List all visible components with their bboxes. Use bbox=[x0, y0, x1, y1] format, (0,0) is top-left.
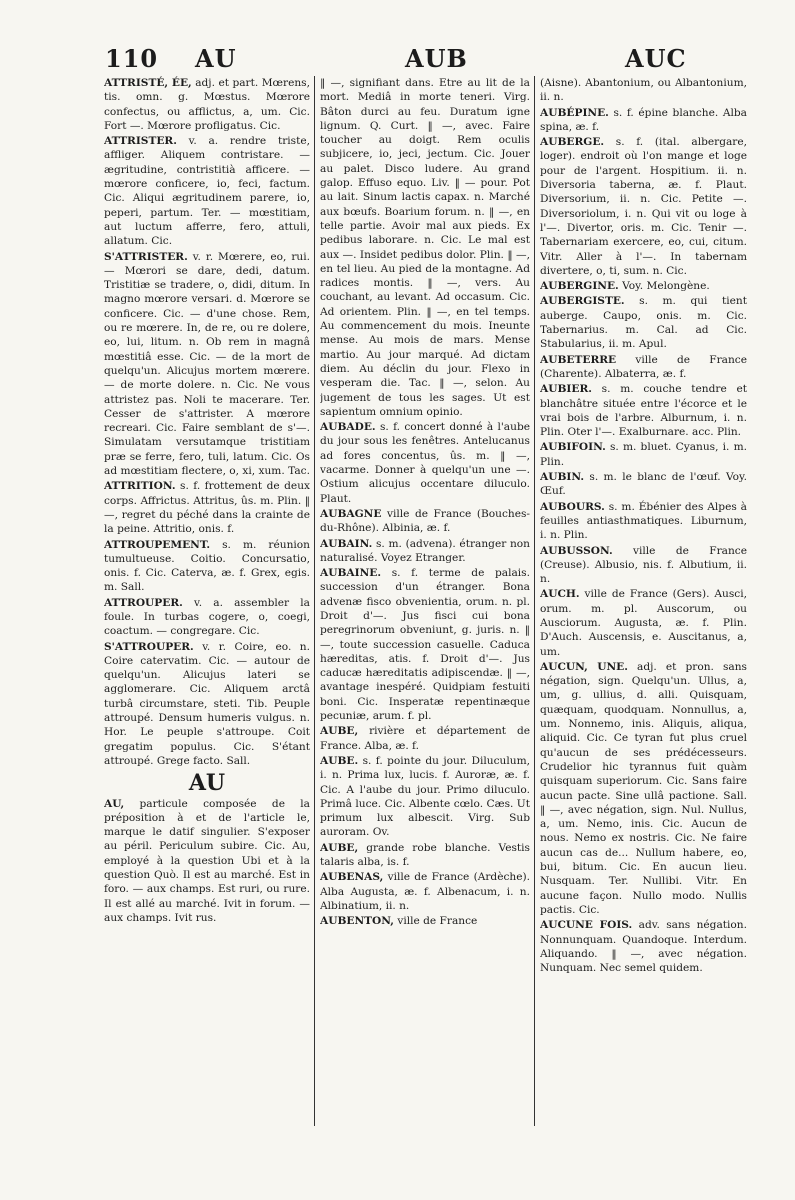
dictionary-entry bbox=[104, 797, 310, 926]
dictionary-entry bbox=[320, 566, 530, 723]
dictionary-entry bbox=[540, 500, 747, 543]
dictionary-entry bbox=[540, 587, 747, 658]
entry-definition: ville de France bbox=[393, 915, 478, 928]
entry-definition: s. m. bluet. Cyanus, i. m. Plin. bbox=[540, 441, 747, 468]
entry-definition: s. f. terme de palais. succession d'un étranger. Bona advenæ fisco obvenientia, orum. n. pl. Droit d'—. Jus fisci cui bona peregrinorum obveniunt, g. juris. n. ‖ —, toute succession casuelle. Caduca hæreditas, atis. f. Droit d'—. Jus caducæ hæreditatis adipiscendæ. ‖ —, avantage inespéré. Quidpiam festuiti boni. Cic. Insperatæ repentinæque pecuniæ, arum. f. pl. bbox=[320, 567, 530, 723]
entry-headword: ATTRITION. bbox=[104, 480, 176, 493]
entry-definition: s. m. réunion tumultueuse. Coitio. Concursatio, onis. f. Cic. Caterva, æ. f. Grex, egis. m. Sall. bbox=[104, 538, 310, 594]
entry-headword: AUBIN. bbox=[540, 471, 585, 484]
entry-headword: AUBE. bbox=[320, 754, 359, 767]
header-right-guide: AUC bbox=[625, 44, 687, 73]
entry-headword: AUBIFOIN. bbox=[540, 441, 606, 454]
entry-definition: s. f. frottement de deux corps. Affrictus. Attritus, ûs. m. Plin. ‖ —, regret du péché dans la crainte de la peine. Attritio, onis. f. bbox=[104, 480, 310, 536]
dictionary-entry bbox=[104, 479, 310, 536]
entry-definition: adj. et pron. sans négation, sign. Quelqu'un. Ullus, a, um, g. ullius, d. alli. Quisquam, quæquam, quodquam. Nonnullus, a, um. Nonnemo, inis. Aliquis, aliqua, aliquid. Cic. Ce tyran fut plus cruel qu'aucun de ses prédécesseurs. Crudelior hic tyrannus fuit quàm quisquam superiorum. Cic. Sans faire aucun pacte. Sine ullâ pactione. Sall. ‖ —, avec négation, sign. Nul. Nullus, a, um. Nemo, inis. Cic. Aucun de nous. Nemo ex nostris. Cic. Ne faire aucun cas de... Nullum habere, eo, bui, bitum. Cic. En aucun lieu. Nusquam. Ter. Nullibi. Vitr. En aucune façon. Nullo modo. Nullis pactis. Cic. bbox=[540, 660, 747, 916]
dictionary-entry bbox=[540, 660, 747, 917]
dictionary-entry bbox=[540, 544, 747, 587]
entry-definition: (Aisne). Abantonium, ou Albantonium, ii. n. bbox=[540, 77, 747, 104]
column-divider bbox=[534, 76, 535, 1126]
running-header bbox=[105, 44, 745, 74]
entry-headword: AUCH. bbox=[540, 588, 580, 601]
entry-headword: AUBE, bbox=[320, 725, 359, 738]
dictionary-entry bbox=[540, 382, 747, 439]
entry-definition: adj. et part. Mœrens, tis. omn. g. Mœstus. Mœrore confectus, ou afflictus, a, um. Cic. Fort —. Mœrore profligatus. Cic. bbox=[104, 77, 310, 132]
dictionary-entry bbox=[540, 353, 747, 382]
dictionary-entry bbox=[540, 440, 747, 469]
dictionary-entry bbox=[540, 294, 747, 351]
dictionary-entry bbox=[320, 841, 530, 870]
dictionary-entry bbox=[104, 538, 310, 595]
dictionary-entry bbox=[104, 596, 310, 639]
entry-headword: AUBERGE. bbox=[540, 136, 605, 149]
entry-definition: s. m. qui tient auberge. Caupo, onis. m. Cic. Tabernarius. m. Cal. ad Cic. Stabularius, ii. m. Apul. bbox=[540, 295, 747, 351]
entry-definition: s. f. pointe du jour. Diluculum, i. n. Prima lux, lucis. f. Auroræ, æ. f. Cic. A l'aube du jour. Primo diluculo. Primâ luce. Cic. Albente cœlo. Cæs. Ut primum lux albescit. Virg. Sub auroram. Ov. bbox=[320, 754, 530, 839]
entry-headword: AUBETERRE bbox=[540, 353, 617, 366]
entry-definition: grande robe blanche. Vestis talaris alba, is. f. bbox=[320, 841, 530, 869]
entry-definition: s. f. concert donné à l'aube du jour sous les fenêtres. Antelucanus ad fores concentus, ûs. m. ‖ —, vacarme. Donner à quelqu'un une —. Ostium alicujus occentare diluculo. Plaut. bbox=[320, 421, 530, 505]
dictionary-entry bbox=[320, 420, 530, 506]
entry-definition: v. a. assembler la foule. In turbas cogere, o, coegi, coactum. — congregare. Cic. bbox=[104, 596, 310, 638]
dictionary-entry bbox=[104, 640, 310, 769]
dictionary-entry bbox=[320, 537, 530, 566]
entry-headword: AUCUN, UNE. bbox=[540, 660, 628, 673]
entry-headword: ATTRISTER. bbox=[104, 135, 177, 148]
dictionary-entry bbox=[540, 135, 747, 278]
dictionary-entry bbox=[540, 470, 747, 499]
dictionary-entry bbox=[540, 918, 747, 975]
entry-headword: ATTROUPEMENT. bbox=[104, 538, 211, 551]
entry-definition: particule composée de la préposition à et de l'article le, marque le datif singulier. S'exposer au péril. Periculum subire. Cic. Au, employé à la question Ubi et à la question Quò. Il est au marché. Est in foro. — aux champs. Est ruri, ou rure. Il est allé au marché. Ivit in forum. — aux champs. Ivit rus. bbox=[104, 797, 310, 924]
column-1 bbox=[104, 76, 310, 1131]
dictionary-entry bbox=[320, 507, 530, 536]
entry-headword: AUBOURS. bbox=[540, 500, 605, 513]
entry-headword: ATTRISTÉ, ÉE, bbox=[104, 77, 192, 89]
dictionary-entry bbox=[104, 250, 310, 479]
entry-definition: ville de France (Charente). Albaterra, æ. f. bbox=[540, 353, 747, 380]
entry-headword: AUBADE. bbox=[320, 421, 376, 434]
entry-headword: AUBENTON, bbox=[320, 915, 394, 928]
header-center-guide: AUB bbox=[405, 44, 468, 73]
dictionary-entry bbox=[104, 76, 310, 133]
entry-headword: AUBÉPINE. bbox=[540, 106, 609, 119]
entry-definition: ville de France (Gers). Ausci, orum. m. pl. Auscorum, ou Ausciorum. Augusta, æ. f. Plin. D'Auch. Auscensis, e. Auscitanus, a, um. bbox=[540, 588, 747, 658]
entry-headword: S'ATTRISTER. bbox=[104, 250, 188, 263]
entry-headword: AU, bbox=[104, 797, 125, 810]
entry-headword: AUBUSSON. bbox=[540, 544, 613, 557]
dictionary-entry bbox=[104, 134, 310, 248]
entry-definition: ‖ —, signifiant dans. Etre au lit de la mort. Mediâ in morte teneri. Virg. Bâton durci au feu. Duratum igne lignum. Q. Curt. ‖ —, avec. Faire toucher au doigt. Rem oculis subjicere, io, jeci, jectum. Cic. Jouer au palet. Disco ludere. Au grand galop. Effuso equo. Liv. ‖ — pour. Pot au lait. Sinum lactis capax. n. Marché aux bœufs. Boarium forum. n. ‖ —, en telle partie. Avoir mal aux pieds. Ex pedibus laborare. n. Cic. Le mal est aux —. Insidet pedibus dolor. Plin. ‖ —, en tel lieu. Au pied de la montagne. Ad radices montis. ‖ —, vers. Au couchant, au levant. Ad occasum. Cic. Ad orientem. Plin. ‖ —, en tel temps. Au commencement du mois. Ineunte mense. Au mois de mars. Mense martio. Au jour marqué. Ad dictam diem. Au déclin du jour. Flexo in vesperam die. Tac. ‖ —, selon. Au jugement de tous les sages. Ut est sapientum omnium opinio. bbox=[320, 77, 530, 418]
entry-definition: v. r. Coire, eo. n. Coire catervatim. Cic. — autour de quelqu'un. Alicujus lateri se agglomerare. Cic. Aliquem arctâ turbâ circumstare, steti. Tib. Peuple attroupé. Densum humeris vulgus. n. Hor. Le peuple s'attroupe. Coit gregatim populus. Cic. S'étant attroupé. Grege facto. Sall. bbox=[104, 640, 310, 767]
dictionary-entry bbox=[540, 279, 747, 293]
column-2 bbox=[320, 76, 530, 1131]
section-letter-heading: AU bbox=[188, 770, 226, 797]
entry-definition: s. m. le blanc de l'œuf. Voy. Œuf. bbox=[540, 471, 747, 498]
column-3 bbox=[540, 76, 747, 1131]
entry-definition: rivière et département de France. Alba, æ. f. bbox=[320, 725, 530, 752]
entry-definition: v. a. rendre triste, affliger. Aliquem contristare. — ægritudine, contristitià afficere. — mœrore conficere, io, feci, factum. Cic. Aliqui ægritudinem parere, io, peperi, partum. Ter. — mœstitiam, aut luctum afferre, fero, attuli, allatum. Cic. bbox=[104, 135, 310, 248]
entry-headword: AUBIER. bbox=[540, 383, 592, 396]
page-number: 110 bbox=[105, 44, 159, 73]
entry-headword: AUBAGNE bbox=[320, 507, 382, 520]
entry-definition: s. m. couche tendre et blanchâtre située entre l'écorce et le vrai bois de l'arbre. Alburnum, i. n. Plin. Oter l'—. Exalburnare. acc. Plin. bbox=[540, 383, 747, 439]
entry-headword: AUCUNE FOIS. bbox=[540, 919, 633, 932]
entry-headword: AUBAINE. bbox=[320, 567, 382, 580]
entry-definition: s. f. épine blanche. Alba spina, æ. f. bbox=[540, 106, 747, 133]
dictionary-entry bbox=[320, 914, 530, 928]
dictionary-entry bbox=[540, 106, 747, 135]
entry-headword: AUBERGISTE. bbox=[540, 295, 625, 308]
dictionary-entry bbox=[320, 76, 530, 419]
entry-definition: s. m. Ébénier des Alpes à feuilles antiasthmatiques. Liburnum, i. n. Plin. bbox=[540, 500, 747, 542]
entry-definition: s. f. (ital. albergare, loger). endroit où l'on mange et loge pour de l'argent. Hospitium. ii. n. Diversoria taberna, æ. f. Plaut. Diversorium, ii. n. Cic. Petite —. Diversoriolum, i. n. Qui vit ou loge à l'—. Divertor, oris. m. Cic. Tenir —. Tabernariam exercere, eo, cui, citum. Vitr. Aller à l'—. In tabernam divertere, o, ti, sum. n. Cic. bbox=[540, 136, 747, 277]
entry-definition: ville de France (Creuse). Albusio, nis. f. Albutium, ii. n. bbox=[540, 544, 747, 586]
entry-definition: ville de France (Bouches-du-Rhône). Albinia, æ. f. bbox=[320, 507, 530, 535]
entry-headword: AUBE, bbox=[320, 841, 359, 854]
dictionary-entry bbox=[540, 76, 747, 105]
entry-headword: AUBERGINE. bbox=[540, 280, 619, 293]
entry-headword: S'ATTROUPER. bbox=[104, 640, 194, 653]
column-divider bbox=[314, 76, 315, 1126]
entry-definition: adv. sans négation. Nonnunquam. Quandoque. Interdum. Aliquando. ‖ —, avec négation. Nunquam. Nec semel quidem. bbox=[540, 919, 747, 975]
entry-definition: v. r. Mœrere, eo, rui. — Mœrori se dare, dedi, datum. Tristitiæ se tradere, o, didi, ditum. In magno mœrore versari. d. Mœrore se conficere. Cic. — d'une chose. Rem, ou re mœrere. In, de re, ou re dolere, eo, lui, litum. n. Ob rem in magnâ mœstitiâ esse. Cic. — de la mort de quelqu'un. Alicujus mortem mœrere. — de morte dolere. n. Cic. Ne vous attristez pas. Noli te macerare. Ter. Cesser de s'attrister. A mœrore recreari. Cic. Faire semblant de s'—. Simulatam versutamque tristitiam præ se ferre, fero, tuli, latum. Cic. Os ad mœstitiam flectere, o, xi, xum. Tac. bbox=[104, 250, 310, 478]
dictionary-entry bbox=[320, 870, 530, 913]
entry-definition: Voy. Melongène. bbox=[618, 280, 710, 293]
header-left-guide: AU bbox=[195, 44, 237, 73]
entry-headword: AUBENAS, bbox=[320, 871, 384, 884]
entry-headword: AUBAIN. bbox=[320, 537, 373, 550]
dictionary-entry bbox=[320, 754, 530, 840]
dictionary-entry bbox=[320, 724, 530, 753]
entry-headword: ATTROUPER. bbox=[104, 596, 183, 609]
entry-definition: ville de France (Ardèche). Alba Augusta, æ. f. Albenacum, i. n. Albinatium, ii. n. bbox=[320, 871, 530, 912]
entry-definition: s. m. (advena). étranger non naturalisé. Voyez Etranger. bbox=[320, 537, 530, 564]
